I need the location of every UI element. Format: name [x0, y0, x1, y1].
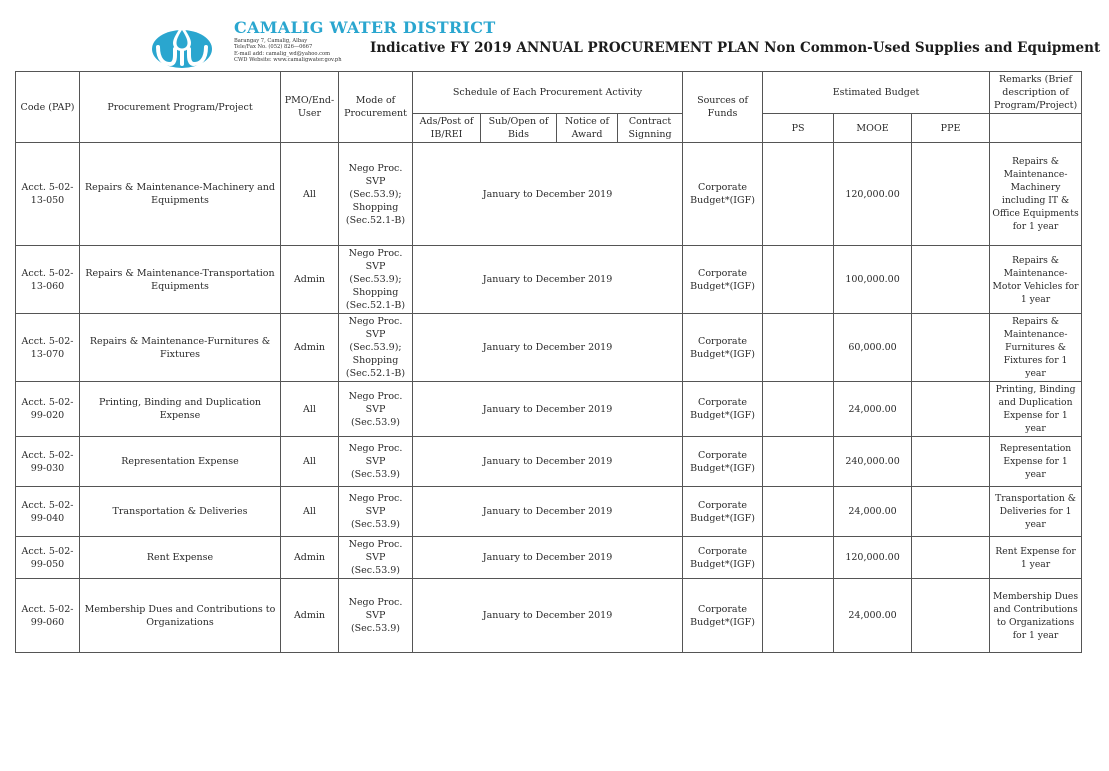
- org-website: CWD Website: www.camaligwater.gov.ph: [234, 57, 342, 64]
- organization-contact-info: [234, 38, 342, 64]
- org-email: E-mail add: camalig_wd@yahoo.com: [234, 50, 331, 57]
- cell-remarks: Repairs & Maintenance-Machinery including IT & Office Equipments for 1 year: [990, 143, 1082, 246]
- cell-sources: Corporate Budget*(IGF): [683, 143, 763, 246]
- cell-mode: Nego Proc. SVP (Sec.53.9): [339, 579, 413, 653]
- cell-code: Acct. 5-02-13-050: [16, 143, 80, 246]
- organization-name: CAMALIG WATER DISTRICT: [234, 18, 496, 37]
- cell-schedule: January to December 2019: [413, 537, 683, 579]
- cell-remarks: Membership Dues and Contributions to Organizations for 1 year: [990, 579, 1082, 653]
- header-program: Procurement Program/Project: [80, 72, 281, 143]
- cell-schedule: January to December 2019: [413, 579, 683, 653]
- cell-ps: [763, 487, 834, 537]
- cell-schedule: January to December 2019: [413, 437, 683, 487]
- cell-code: Acct. 5-02-99-060: [16, 579, 80, 653]
- cell-pmo: All: [281, 143, 339, 246]
- header-ppe: PPE: [912, 114, 990, 143]
- cell-sources: Corporate Budget*(IGF): [683, 537, 763, 579]
- header-ps: PS: [763, 114, 834, 143]
- cell-ppe: [912, 382, 990, 437]
- cell-mode: Nego Proc. SVP (Sec.53.9): [339, 487, 413, 537]
- cell-pmo: Admin: [281, 579, 339, 653]
- header-schedule: Schedule of Each Procurement Activity: [413, 72, 683, 114]
- cell-program: Membership Dues and Contributions to Organizations: [80, 579, 281, 653]
- table-row: [16, 246, 1082, 314]
- cell-mode: Nego Proc. SVP (Sec.53.9): [339, 537, 413, 579]
- cell-pmo: Admin: [281, 314, 339, 382]
- cell-sources: Corporate Budget*(IGF): [683, 487, 763, 537]
- cell-pmo: All: [281, 437, 339, 487]
- cell-mooe: 240,000.00: [834, 437, 912, 487]
- cell-mooe: 24,000.00: [834, 487, 912, 537]
- cell-program: Printing, Binding and Duplication Expense: [80, 382, 281, 437]
- cell-mode: Nego Proc. SVP (Sec.53.9); Shopping (Sec.52.1-B): [339, 143, 413, 246]
- cell-remarks: Transportation & Deliveries for 1 year: [990, 487, 1082, 537]
- header-code: Code (PAP): [16, 72, 80, 143]
- cell-schedule: January to December 2019: [413, 487, 683, 537]
- cell-pmo: Admin: [281, 246, 339, 314]
- cell-ps: [763, 579, 834, 653]
- cell-remarks: Printing, Binding and Duplication Expense for 1 year: [990, 382, 1082, 437]
- cell-mooe: 60,000.00: [834, 314, 912, 382]
- table-row: [16, 314, 1082, 382]
- cell-program: Repairs & Maintenance-Furnitures & Fixtures: [80, 314, 281, 382]
- header-mode: Mode of Procurement: [339, 72, 413, 143]
- cell-ppe: [912, 314, 990, 382]
- cell-ps: [763, 537, 834, 579]
- cell-pmo: All: [281, 382, 339, 437]
- table-row: [16, 487, 1082, 537]
- table-row: [16, 382, 1082, 437]
- cell-sources: Corporate Budget*(IGF): [683, 382, 763, 437]
- cell-remarks: Repairs & Maintenance-Motor Vehicles for 1 year: [990, 246, 1082, 314]
- table-row: [16, 143, 1082, 246]
- cell-ps: [763, 143, 834, 246]
- cell-sources: Corporate Budget*(IGF): [683, 437, 763, 487]
- header-pmo: PMO/End-User: [281, 72, 339, 143]
- cell-ps: [763, 314, 834, 382]
- table-row: [16, 437, 1082, 487]
- cell-mooe: 120,000.00: [834, 143, 912, 246]
- cell-mode: Nego Proc. SVP (Sec.53.9): [339, 437, 413, 487]
- cell-code: Acct. 5-02-13-060: [16, 246, 80, 314]
- cell-pmo: All: [281, 487, 339, 537]
- cell-mooe: 120,000.00: [834, 537, 912, 579]
- document-title: Indicative FY 2019 ANNUAL PROCUREMENT PLAN Non Common-Used Supplies and Equipment: [370, 40, 1101, 56]
- cell-sources: Corporate Budget*(IGF): [683, 246, 763, 314]
- cell-remarks: Representation Expense for 1 year: [990, 437, 1082, 487]
- cell-schedule: January to December 2019: [413, 314, 683, 382]
- cell-code: Acct. 5-02-99-020: [16, 382, 80, 437]
- cell-sources: Corporate Budget*(IGF): [683, 314, 763, 382]
- header-ads: Ads/Post of IB/REI: [413, 114, 481, 143]
- cell-ps: [763, 382, 834, 437]
- cell-remarks: Repairs & Maintenance-Furnitures & Fixtures for 1 year: [990, 314, 1082, 382]
- cell-mooe: 100,000.00: [834, 246, 912, 314]
- cell-mode: Nego Proc. SVP (Sec.53.9); Shopping (Sec.52.1-B): [339, 314, 413, 382]
- cell-ppe: [912, 537, 990, 579]
- table-row: [16, 579, 1082, 653]
- cell-ppe: [912, 579, 990, 653]
- header-budget: Estimated Budget: [763, 72, 990, 114]
- cell-program: Repairs & Maintenance-Transportation Equipments: [80, 246, 281, 314]
- cell-program: Rent Expense: [80, 537, 281, 579]
- cell-schedule: January to December 2019: [413, 382, 683, 437]
- cell-schedule: January to December 2019: [413, 246, 683, 314]
- cell-ppe: [912, 487, 990, 537]
- cell-sources: Corporate Budget*(IGF): [683, 579, 763, 653]
- cell-ppe: [912, 246, 990, 314]
- cell-mooe: 24,000.00: [834, 579, 912, 653]
- header-sub-open: Sub/Open of Bids: [481, 114, 557, 143]
- cell-remarks: Rent Expense for 1 year: [990, 537, 1082, 579]
- cell-pmo: Admin: [281, 537, 339, 579]
- cell-ps: [763, 246, 834, 314]
- procurement-plan-table: [15, 71, 1082, 653]
- cell-ppe: [912, 437, 990, 487]
- cell-schedule: January to December 2019: [413, 143, 683, 246]
- cell-program: Transportation & Deliveries: [80, 487, 281, 537]
- header-notice: Notice of Award: [557, 114, 618, 143]
- cell-mode: Nego Proc. SVP (Sec.53.9); Shopping (Sec.52.1-B): [339, 246, 413, 314]
- cell-code: Acct. 5-02-99-030: [16, 437, 80, 487]
- water-drop-logo-icon: [150, 22, 214, 70]
- header-remarks-blank: [990, 114, 1082, 143]
- header-mooe: MOOE: [834, 114, 912, 143]
- cell-mooe: 24,000.00: [834, 382, 912, 437]
- cell-code: Acct. 5-02-99-040: [16, 487, 80, 537]
- table-row: [16, 537, 1082, 579]
- cell-program: Repairs & Maintenance-Machinery and Equipments: [80, 143, 281, 246]
- org-telfax: Tele/Fax No. (052) 826—0667: [234, 44, 313, 51]
- cell-ppe: [912, 143, 990, 246]
- header-contract: Contract Signning: [618, 114, 683, 143]
- cell-code: Acct. 5-02-99-050: [16, 537, 80, 579]
- cell-program: Representation Expense: [80, 437, 281, 487]
- cell-ps: [763, 437, 834, 487]
- header-sources: Sources of Funds: [683, 72, 763, 143]
- org-address: Barangay 7, Camalig, Albay: [234, 38, 308, 44]
- cell-mode: Nego Proc. SVP (Sec.53.9): [339, 382, 413, 437]
- header-remarks: Remarks (Brief description of Program/Project): [990, 72, 1082, 114]
- cell-code: Acct. 5-02-13-070: [16, 314, 80, 382]
